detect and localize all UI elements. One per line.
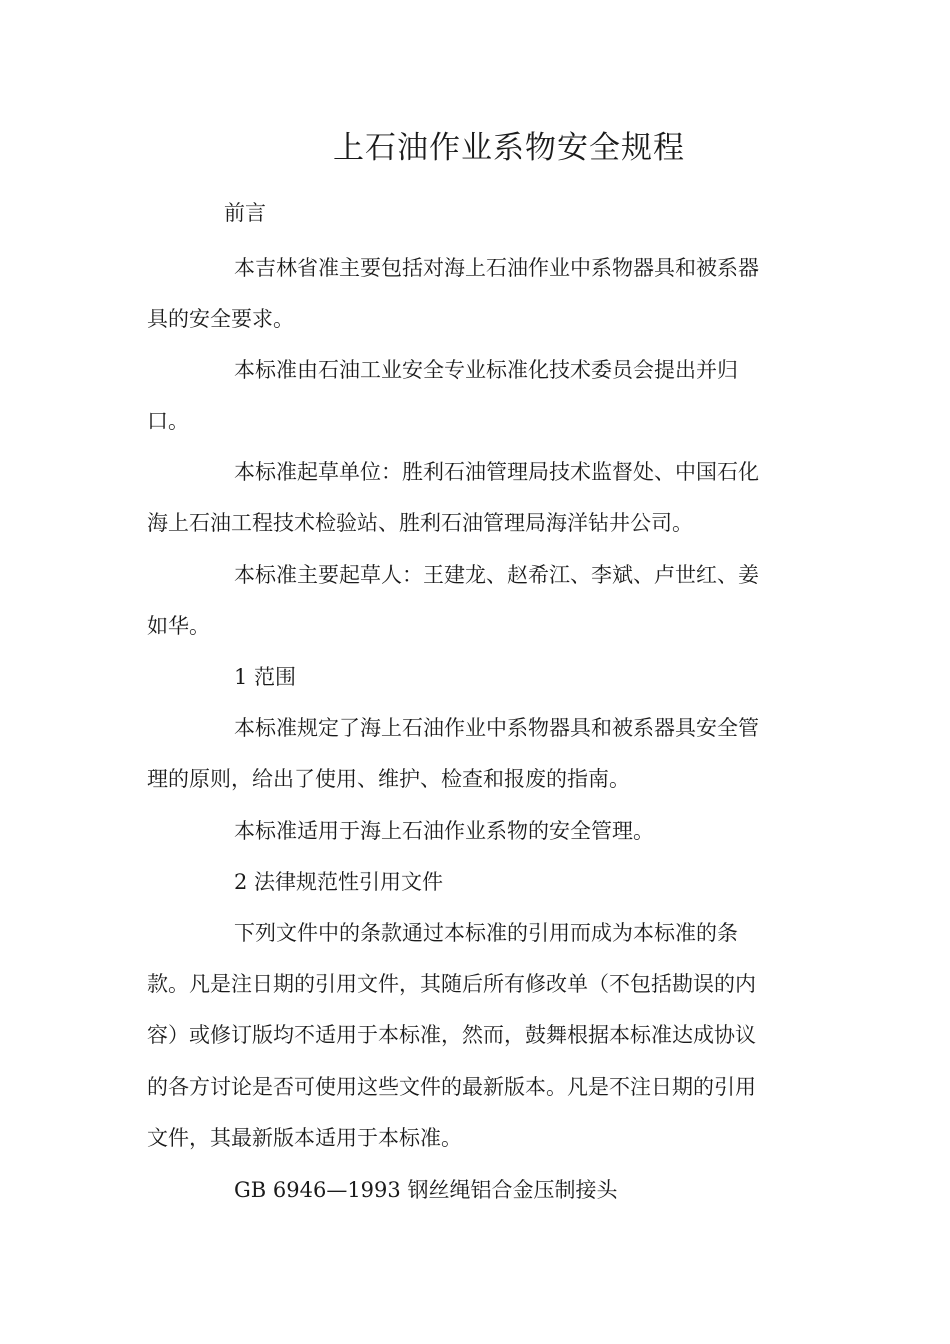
paragraph-line: 本标准规定了海上石油作业中系物器具和被系器具安全管 xyxy=(234,716,759,740)
paragraph-line: 本吉林省准主要包括对海上石油作业中系物器具和被系器 xyxy=(234,256,759,280)
paragraph-line: 本标准主要起草人：王建龙、赵希江、李斌、卢世红、姜 xyxy=(234,563,759,587)
paragraph-line: 款。凡是注日期的引用文件，其随后所有修改单（不包括勘误的内 xyxy=(147,972,756,996)
paragraph-line: 的各方讨论是否可使用这些文件的最新版本。凡是不注日期的引用 xyxy=(147,1075,756,1099)
section-heading-references: 2 法律规范性引用文件 xyxy=(234,870,444,894)
paragraph-line: 理的原则，给出了使用、维护、检查和报废的指南。 xyxy=(147,767,630,791)
paragraph-line: 口。 xyxy=(147,409,189,433)
paragraph-line: 本标准由石油工业安全专业标准化技术委员会提出并归 xyxy=(234,358,738,382)
paragraph-line: 文件，其最新版本适用于本标准。 xyxy=(147,1126,462,1150)
paragraph-line: 如华。 xyxy=(147,614,210,638)
paragraph-line: 下列文件中的条款通过本标准的引用而成为本标准的条 xyxy=(234,921,738,945)
paragraph-line: 本标准适用于海上石油作业系物的安全管理。 xyxy=(234,819,654,843)
document-title: 上石油作业系物安全规程 xyxy=(333,130,685,166)
paragraph-line: 具的安全要求。 xyxy=(147,307,294,331)
paragraph-line: 容）或修订版均不适用于本标准，然而，鼓舞根据本标准达成协议 xyxy=(147,1023,756,1047)
reference-item: GB 6946—1993 钢丝绳铝合金压制接头 xyxy=(234,1178,618,1202)
preface-heading: 前言 xyxy=(224,201,266,225)
paragraph-line: 海上石油工程技术检验站、胜利石油管理局海洋钻井公司。 xyxy=(147,511,693,535)
section-heading-scope: 1 范围 xyxy=(234,665,297,689)
paragraph-line: 本标准起草单位：胜利石油管理局技术监督处、中国石化 xyxy=(234,460,759,484)
